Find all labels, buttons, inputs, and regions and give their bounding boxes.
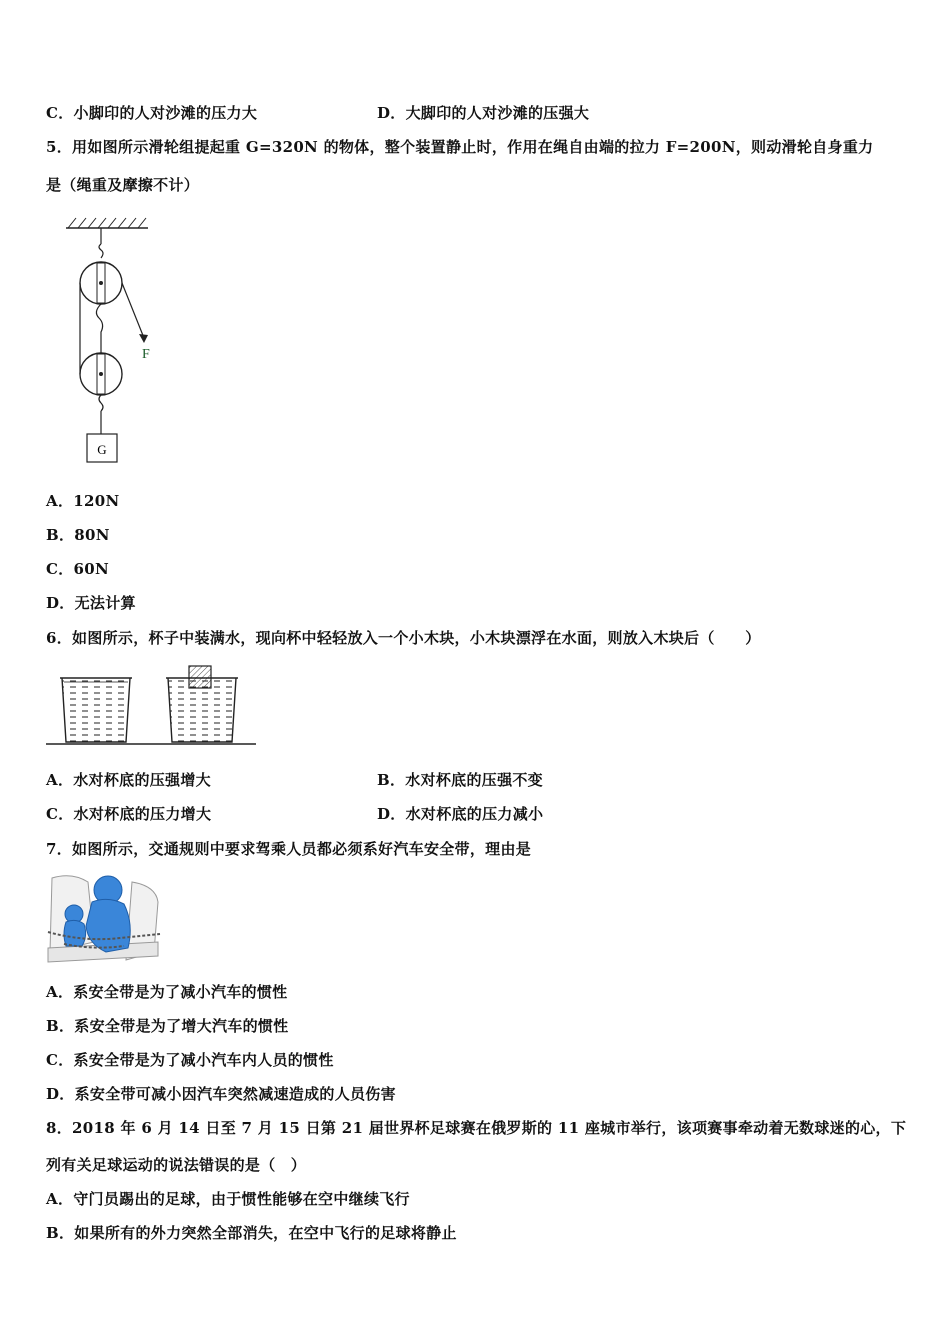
q8-option-a: A．守门员踢出的足球，由于惯性能够在空中继续飞行 [46, 1190, 410, 1208]
q7-option-d: D．系安全带可减小因汽车突然减速造成的人员伤害 [46, 1085, 396, 1103]
wood-block [189, 666, 211, 688]
cup-after [166, 666, 238, 742]
seatbelt-figure [44, 870, 162, 966]
force-label: F [142, 347, 150, 362]
q6-option-d: D．水对杯底的压力减小 [377, 805, 544, 823]
child-figure [64, 905, 86, 946]
q8-option-b: B．如果所有的外力突然全部消失，在空中飞行的足球将静止 [46, 1224, 457, 1242]
q7-option-b: B．系安全带是为了增大汽车的惯性 [46, 1017, 289, 1035]
q7-option-a: A．系安全带是为了减小汽车的惯性 [46, 983, 288, 1001]
cups-figure [44, 660, 259, 750]
q7-option-c: C．系安全带是为了减小汽车内人员的惯性 [46, 1051, 334, 1069]
q6-option-b: B．水对杯底的压强不变 [377, 771, 543, 789]
q5-stem-line1: 5．用如图所示滑轮组提起重 G=320N 的物体，整个装置静止时，作用在绳自由端的拉力 F=200N，则动滑轮自身重力 [46, 138, 874, 156]
q5-option-d: D．无法计算 [46, 594, 136, 612]
weight-label: G [97, 442, 107, 457]
q6-stem: 6．如图所示，杯子中装满水，现向杯中轻轻放入一个小木块，小木块漂浮在水面，则放入木块后（ ） [46, 629, 761, 647]
cup-before [60, 678, 132, 742]
q5-option-a: A．120N [46, 492, 120, 510]
q8-stem-line2: 列有关足球运动的说法错误的是（ ） [46, 1156, 307, 1174]
q5-option-b: B．80N [46, 526, 110, 544]
q7-stem: 7．如图所示，交通规则中要求驾乘人员都必须系好汽车安全带，理由是 [46, 840, 532, 858]
q4-option-c: C．小脚印的人对沙滩的压力大 [46, 104, 258, 122]
q8-stem-line1: 8．2018 年 6 月 14 日至 7 月 15 日第 21 届世界杯足球赛在俄罗斯的 11 座城市举行，该项赛事牵动着无数球迷的心，下 [46, 1119, 907, 1137]
q5-option-c: C．60N [46, 560, 110, 578]
pulley-figure [60, 210, 170, 470]
q6-option-a: A．水对杯底的压强增大 [46, 771, 211, 789]
q5-stem-line2: 是（绳重及摩擦不计） [46, 176, 200, 194]
q6-option-c: C．水对杯底的压力增大 [46, 805, 212, 823]
q4-option-d: D．大脚印的人对沙滩的压强大 [377, 104, 590, 122]
